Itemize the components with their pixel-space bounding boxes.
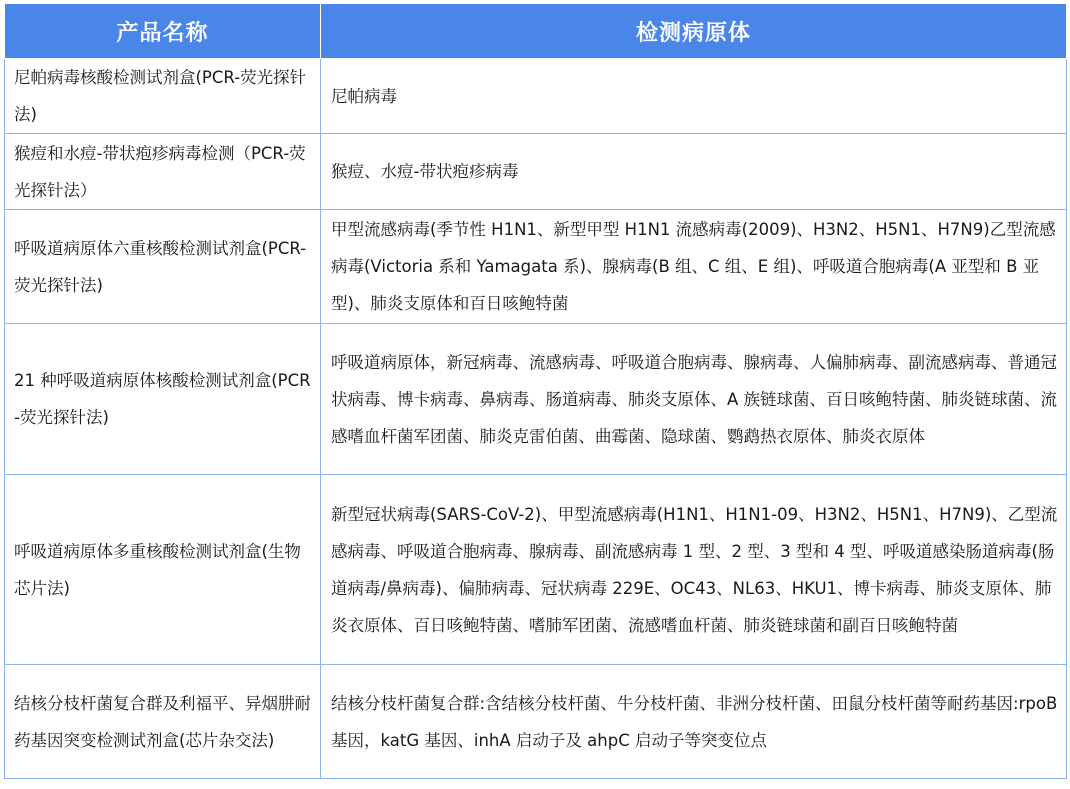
product-name-cell: 21 种呼吸道病原体核酸检测试剂盒(PCR-荧光探针法) bbox=[5, 324, 321, 475]
pathogen-cell: 甲型流感病毒(季节性 H1N1、新型甲型 H1N1 流感病毒(2009)、H3N2、H5N1、H7N9)乙型流感病毒(Victoria 系和 Yamagata 系)、腺病毒(B 组、C 组、E 组)、呼吸道合胞病毒(A 亚型和 B 亚型)、肺炎支原体和百日咳鲍特菌 bbox=[321, 210, 1067, 324]
table-row bbox=[5, 475, 1067, 665]
table-row bbox=[5, 59, 1067, 134]
pathogen-cell: 猴痘、水痘-带状疱疹病毒 bbox=[321, 134, 1067, 210]
product-name-cell: 呼吸道病原体多重核酸检测试剂盒(生物芯片法) bbox=[5, 475, 321, 665]
product-name-cell: 猴痘和水痘-带状疱疹病毒检测（PCR-荧光探针法） bbox=[5, 134, 321, 210]
product-table-container bbox=[4, 3, 1066, 779]
header-product-name: 产品名称 bbox=[5, 4, 321, 59]
product-name-cell: 结核分枝杆菌复合群及利福平、异烟肼耐药基因突变检测试剂盒(芯片杂交法) bbox=[5, 665, 321, 779]
product-pathogen-table bbox=[4, 3, 1067, 779]
table-row bbox=[5, 665, 1067, 779]
pathogen-cell: 尼帕病毒 bbox=[321, 59, 1067, 134]
pathogen-cell: 结核分枝杆菌复合群:含结核分枝杆菌、牛分枝杆菌、非洲分枝杆菌、田鼠分枝杆菌等耐药基因:rpoB 基因，katG 基因、inhA 启动子及 ahpC 启动子等突变位点 bbox=[321, 665, 1067, 779]
table-header-row bbox=[5, 4, 1067, 59]
product-name-cell: 尼帕病毒核酸检测试剂盒(PCR-荧光探针法) bbox=[5, 59, 321, 134]
table-row bbox=[5, 324, 1067, 475]
pathogen-cell: 呼吸道病原体，新冠病毒、流感病毒、呼吸道合胞病毒、腺病毒、人偏肺病毒、副流感病毒、普通冠状病毒、博卡病毒、鼻病毒、肠道病毒、肺炎支原体、A 族链球菌、百日咳鲍特菌、肺炎链球菌、流感嗜血杆菌军团菌、肺炎克雷伯菌、曲霉菌、隐球菌、鹦鹉热衣原体、肺炎衣原体 bbox=[321, 324, 1067, 475]
table-row bbox=[5, 134, 1067, 210]
header-pathogens: 检测病原体 bbox=[321, 4, 1067, 59]
pathogen-cell: 新型冠状病毒(SARS-CoV-2)、甲型流感病毒(H1N1、H1N1-09、H3N2、H5N1、H7N9)、乙型流感病毒、呼吸道合胞病毒、腺病毒、副流感病毒 1 型、2 型、3 型和 4 型、呼吸道感染肠道病毒(肠道病毒/鼻病毒)、偏肺病毒、冠状病毒 229E、OC43、NL63、HKU1、博卡病毒、肺炎支原体、肺炎衣原体、百日咳鲍特菌、嗜肺军团菌、流感嗜血杆菌、肺炎链球菌和副百日咳鲍特菌 bbox=[321, 475, 1067, 665]
product-name-cell: 呼吸道病原体六重核酸检测试剂盒(PCR-荧光探针法) bbox=[5, 210, 321, 324]
table-row bbox=[5, 210, 1067, 324]
